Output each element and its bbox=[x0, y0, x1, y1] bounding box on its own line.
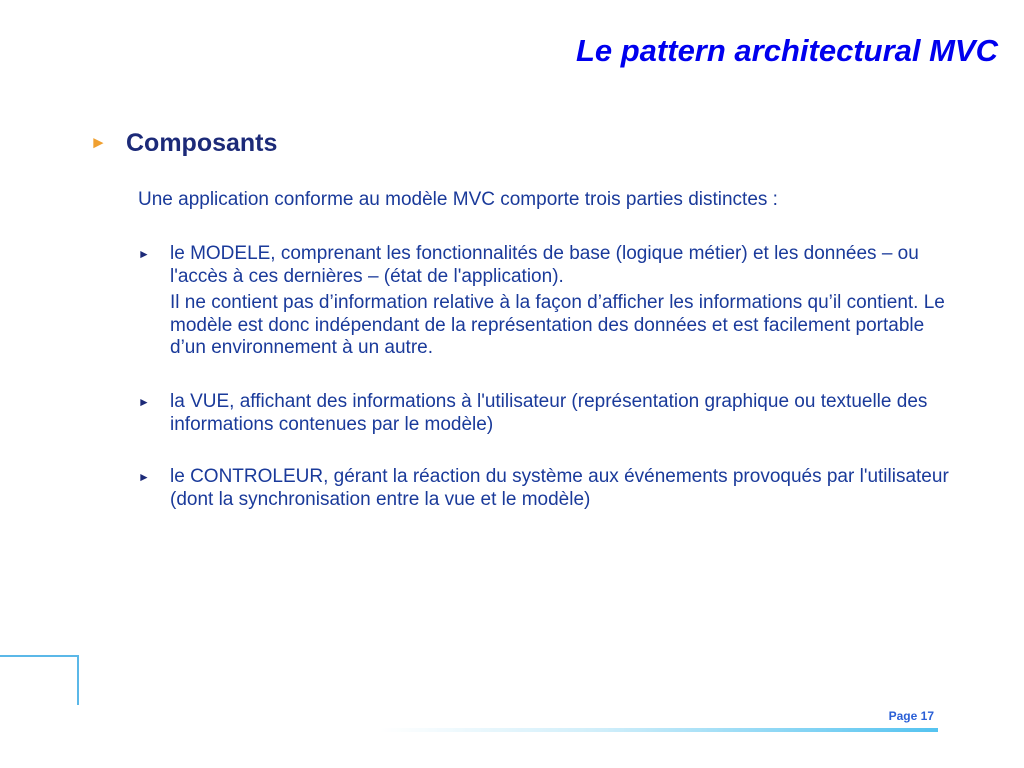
bullet-controleur bbox=[138, 466, 958, 511]
section-header bbox=[90, 128, 277, 158]
bullet-text: le MODELE, comprenant les fonctionnalités de base (logique métier) et les données – ou l'accès à ces dernières – (état de l'application). bbox=[170, 243, 919, 287]
bullet-arrow-icon: ► bbox=[138, 247, 150, 261]
intro-text: Une application conforme au modèle MVC comporte trois parties distinctes : bbox=[138, 189, 778, 210]
bullet-text: le CONTROLEUR, gérant la réaction du système aux événements provoqués par l'utilisateur (dont la synchronisation entre la vue et le modèle) bbox=[170, 466, 949, 510]
slide-title: Le pattern architectural MVC bbox=[575, 33, 998, 68]
bullet-vue bbox=[138, 391, 958, 436]
bullet-body bbox=[170, 243, 958, 360]
bullet-arrow-icon: ► bbox=[138, 395, 150, 409]
bullet-arrow-icon: ► bbox=[138, 470, 150, 484]
bullet-text: la VUE, affichant des informations à l'utilisateur (représentation graphique ou textuelle des informations contenues par le modèle) bbox=[170, 391, 928, 435]
corner-decoration bbox=[0, 655, 79, 705]
page-number: Page 17 bbox=[888, 709, 934, 723]
section-arrow-icon: ► bbox=[90, 133, 107, 152]
footer-gradient-line bbox=[380, 728, 938, 732]
bullet-detail-text: Il ne contient pas d’information relative à la façon d’afficher les informations qu’il contient. Le modèle est donc indépendant de la représentation des données et est facilement portable d’un environnement à un autre. bbox=[170, 292, 945, 358]
bullet-body bbox=[170, 391, 958, 436]
section-heading: Composants bbox=[126, 128, 278, 157]
bullet-body bbox=[170, 466, 958, 511]
bullet-modele bbox=[138, 243, 958, 360]
